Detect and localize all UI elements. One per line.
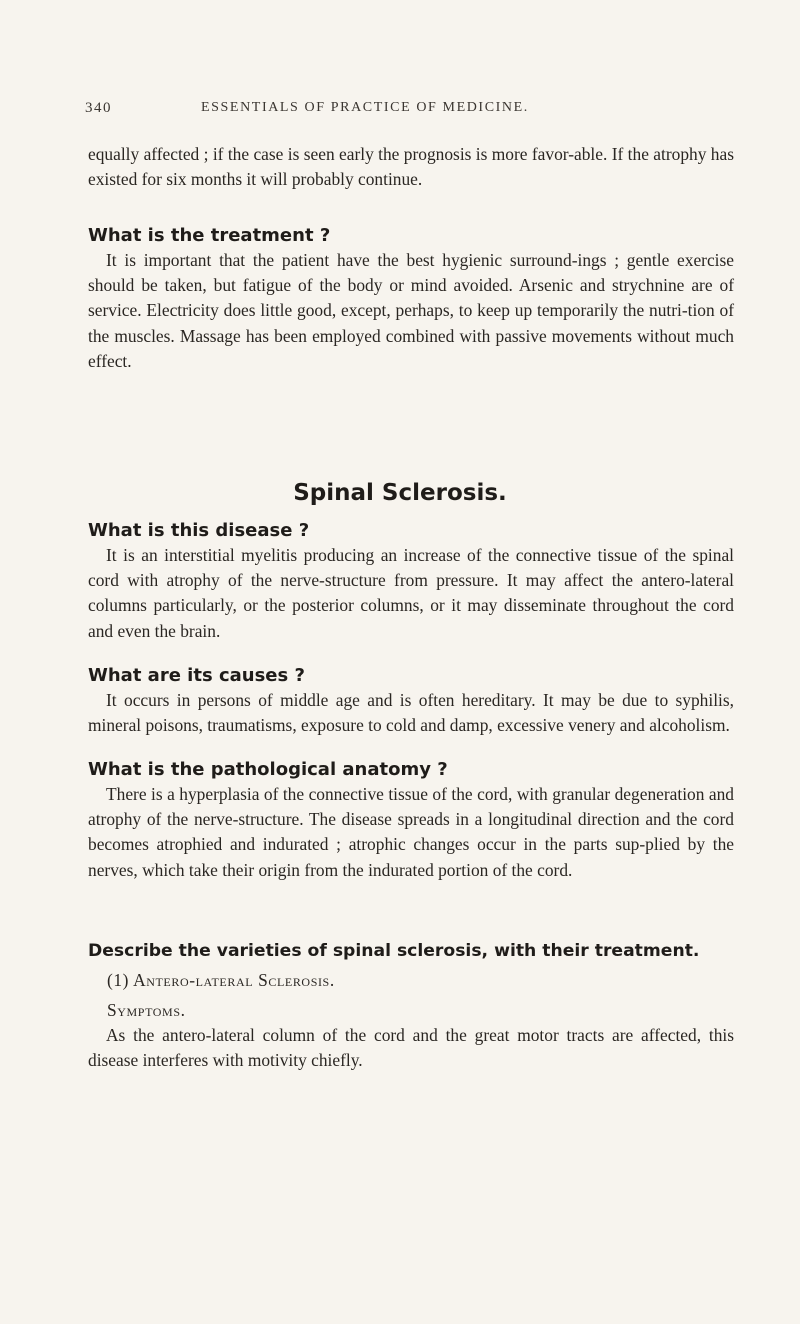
section-title: Spinal Sclerosis. <box>293 480 507 506</box>
running-title: ESSENTIALS OF PRACTICE OF MEDICINE. <box>201 100 529 115</box>
answer-causes: It occurs in persons of middle age and is often hereditary. It may be due to syphilis, mineral poisons, traumatisms, exposure to cold and damp, excessive venery and alcoholism. <box>88 690 734 736</box>
question-treatment: What is the treatment ? <box>88 225 331 246</box>
answer-anatomy: There is a hyperplasia of the connective tissue of the cord, with granular degeneration and atrophy of the nerve-structure. The disease spreads in a longitudinal direction and the cord becomes atrophied and indurated ; atrophic changes occur in the parts sup-plied by the nerves, which take their origin from the indurated portion of the cord. <box>88 784 734 880</box>
running-head <box>85 100 725 124</box>
page-number: 340 <box>85 100 112 116</box>
answer-treatment: It is important that the patient have the best hygienic surround-ings ; gentle exercise should be taken, but fatigue of the body or mind avoided. Arsenic and strychnine are of service. Electricity does little good, except, perhaps, to keep up temporarily the nutri-tion of the muscles. Massage has been employed combined with passive movements without much effect. <box>88 250 734 371</box>
question-anatomy: What is the pathological anatomy ? <box>88 759 448 780</box>
question-disease: What is this disease ? <box>88 520 310 541</box>
symptoms-label: Symptoms. <box>107 1000 186 1020</box>
question-causes: What are its causes ? <box>88 665 305 686</box>
variety-item-label: (1) Antero-lateral Sclerosis. <box>107 970 335 990</box>
answer-disease: It is an interstitial myelitis producing an increase of the connective tissue of the spinal cord with atrophy of the nerve-structure from pressure. It may affect the antero-lateral columns particularly, or the posterior columns, or it may disseminate throughout the cord and even the brain. <box>88 545 734 641</box>
intro-paragraph: equally affected ; if the case is seen early the prognosis is more favor-able. If the atrophy has existed for six months it will probably continue. <box>88 144 734 190</box>
question-varieties: Describe the varieties of spinal sclerosis, with their treatment. <box>88 941 700 961</box>
symptoms-text: As the antero-lateral column of the cord and the great motor tracts are affected, this disease interferes with motivity chiefly. <box>88 1025 734 1071</box>
